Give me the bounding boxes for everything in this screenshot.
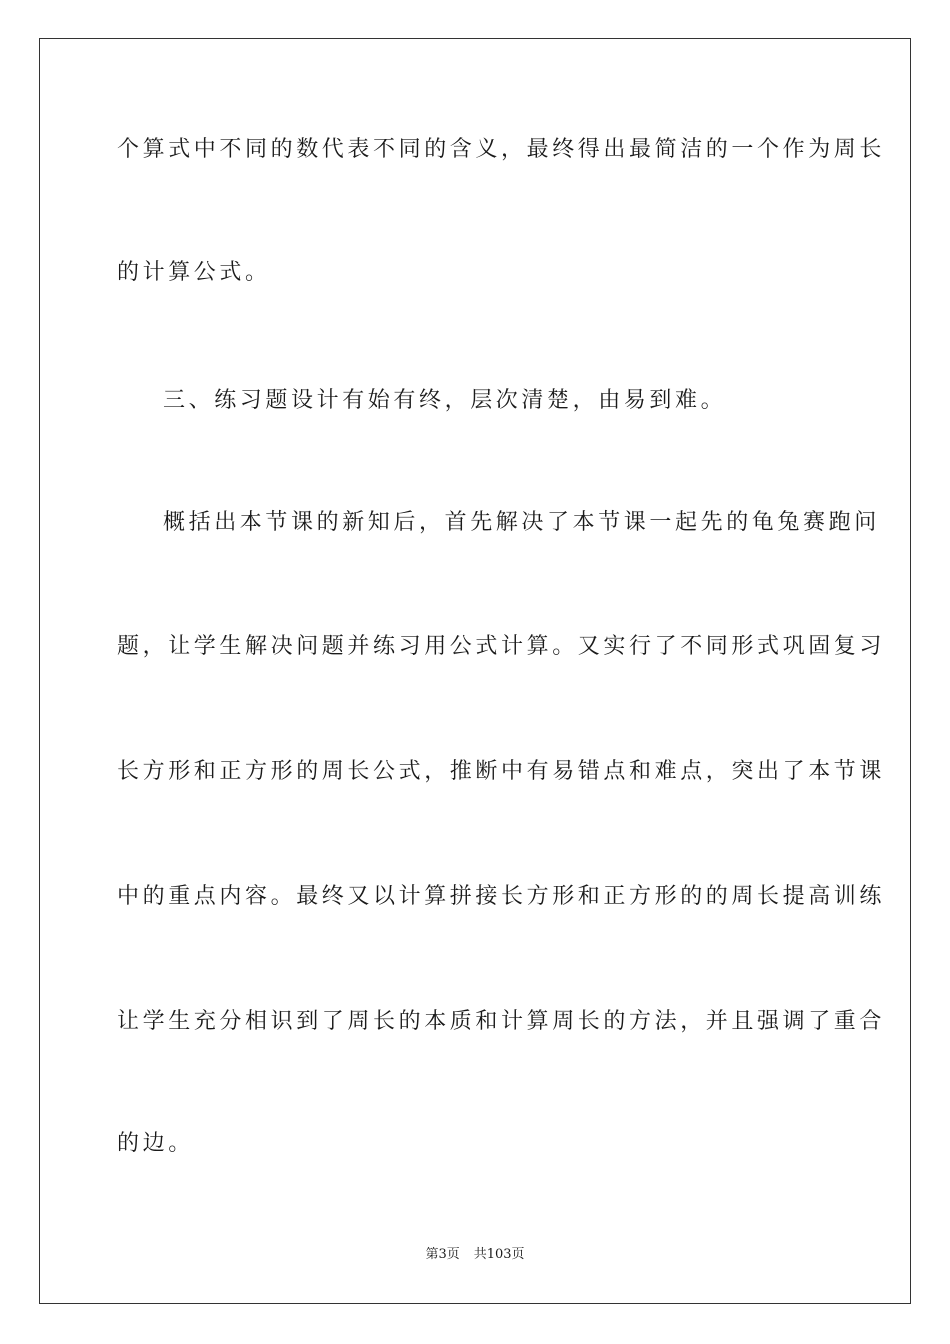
text-line: 个算式中不同的数代表不同的含义，最终得出最简洁的一个作为周长: [117, 137, 886, 162]
text-line: 的边。: [117, 1131, 194, 1156]
text-line: 长方形和正方形的周长公式，推断中有易错点和难点，突出了本节课: [117, 759, 886, 784]
text-line: 题，让学生解决问题并练习用公式计算。又实行了不同形式巩固复习: [117, 634, 886, 659]
page-footer: [0, 1245, 950, 1265]
text-line: 的计算公式。: [117, 260, 271, 285]
section-heading: 三、练习题设计有始有终，层次清楚，由易到难。: [163, 388, 727, 413]
text-line: 中的重点内容。最终又以计算拼接长方形和正方形的的周长提高训练: [117, 884, 886, 909]
text-line: 让学生充分相识到了周长的本质和计算周长的方法，并且强调了重合: [117, 1009, 886, 1034]
page-number: 第3页: [425, 1247, 460, 1262]
text-line: 概括出本节课的新知后，首先解决了本节课一起先的龟兔赛跑问: [163, 510, 880, 535]
page-border: [39, 38, 911, 1304]
page-total: 共103页: [473, 1247, 525, 1262]
